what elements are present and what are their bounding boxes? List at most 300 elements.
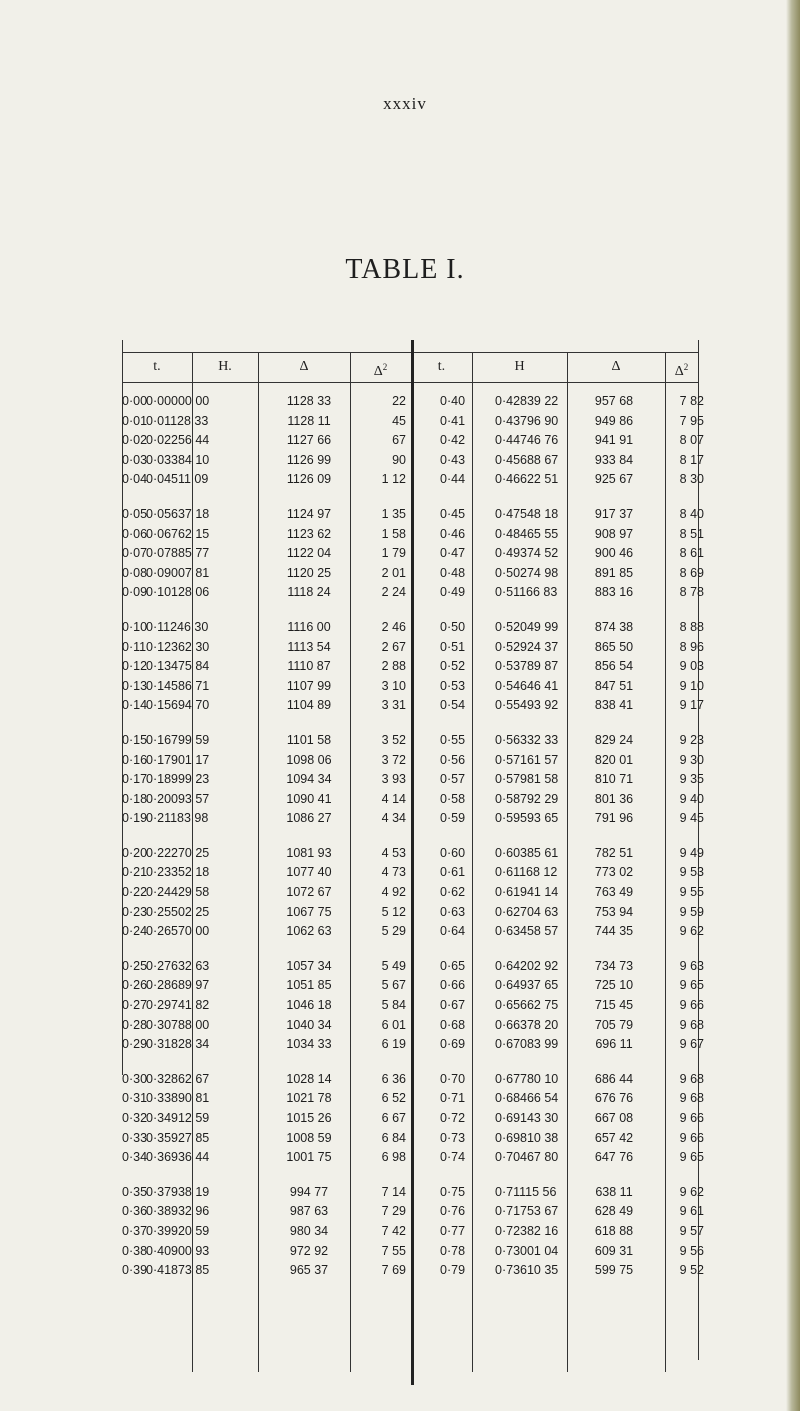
table-cell: 0·26570 00 [146,924,210,939]
table-cell: 9 23 [679,732,704,747]
table-cell: 0·04511 09 [146,472,209,487]
table-cell: 0·54646 41 [495,678,559,693]
table-cell: 0·63 [440,904,466,919]
table-cell: 67 [392,433,406,448]
header-delta: Δ [299,359,309,374]
table-cell: 0·54 [440,698,466,713]
table-cell: 0·71115 56 [495,1184,557,1199]
table-cell: 8 30 [679,472,704,487]
table-cell: 1 79 [381,546,406,561]
table-cell: 9 62 [679,1184,704,1199]
table-cell: 1001 75 [286,1150,332,1165]
table-cell: 0·47 [440,546,466,561]
table-cell: 6 67 [381,1111,406,1125]
table-cell: 0·57981 58 [495,772,559,787]
table-cell: 9 62 [679,924,704,939]
table-cell: 0·03384 10 [146,452,210,467]
header-H-right: H [514,359,525,374]
table-cell: 1008 59 [286,1130,332,1145]
table-cell: 1028 14 [286,1071,332,1086]
table-cell: 715 45 [594,998,634,1013]
table-cell: 0·45688 67 [495,452,559,467]
table-cell: 0·31 [122,1091,148,1106]
table-cell: 9 63 [679,958,704,973]
table-cell: 2 01 [381,565,406,580]
table-cell: 744 35 [594,924,634,939]
table-cell: 957 68 [594,394,634,408]
table-cell: 0·64937 65 [495,978,559,993]
table-cell: 0·59 [440,811,466,826]
table-cell: 0·24 [122,924,148,939]
table-cell: 980 34 [289,1223,329,1238]
row-group [146,392,281,490]
table-cell: 0·09 [122,585,148,600]
column-delta [279,392,339,1296]
table-cell: 941 91 [594,433,634,448]
table-cell: 0·70 [440,1071,466,1086]
table-cell: 0·14586 71 [146,678,210,693]
row-group [279,618,339,716]
table-cell: 0·78 [440,1243,466,1258]
table-cell: 1098 06 [286,752,332,767]
table-cell: 1057 34 [286,958,332,973]
table-cell: 1104 89 [286,698,332,713]
table-cell: 949 86 [594,413,634,428]
row-group [654,957,704,1055]
table-cell: 0·42 [440,433,466,448]
table-cell: 3 72 [381,752,406,767]
table-cell: 0·30 [122,1071,148,1086]
row-group [146,1183,281,1281]
table-cell: 5 84 [381,998,406,1013]
column-delta2 [352,392,406,1296]
table-cell: 987 63 [289,1204,329,1219]
row-group [654,618,704,716]
table-cell: 1 12 [381,472,406,487]
table-cell: 45 [392,413,406,428]
table-cell: 0·17901 17 [146,752,210,767]
table-cell: 0·03 [122,452,148,467]
table-cell: 3 31 [381,698,406,713]
table-cell: 0·22 [122,885,148,900]
header-t: t. [153,359,161,374]
row-group [352,1070,406,1168]
row-group [352,618,406,716]
table-cell: 0·74 [440,1150,466,1165]
table-cell: 8 78 [679,585,704,600]
table-cell: 1124 97 [286,506,332,521]
table-cell: 1128 33 [286,394,332,408]
table-cell: 0·18999 23 [146,772,210,787]
table-cell: 9 61 [679,1204,704,1219]
row-group [495,505,585,603]
table-cell: 8 51 [679,526,704,541]
table-cell: 0·40 [440,394,466,408]
table-cell: 8 07 [679,433,704,448]
table-cell: 5 12 [381,904,406,919]
table-cell: 0·62 [440,885,466,900]
table-cell: 8 17 [679,452,704,467]
row-group [584,392,644,490]
header-H: H. [218,359,232,374]
table-cell: 0·11246 30 [146,619,209,634]
row-group [352,844,406,942]
row-group [279,1183,339,1281]
table-cell: 0·66378 20 [495,1017,559,1032]
table-cell: 0·59593 65 [495,811,559,826]
table-cell: 0·68466 54 [495,1091,559,1106]
table-cell: 908 97 [594,526,634,541]
table-cell: 22 [392,394,406,408]
table-cell: 0·51166 83 [495,585,558,600]
table-cell: 9 68 [679,1017,704,1032]
table-cell: 1110 87 [287,659,331,674]
row-group [440,1070,480,1168]
table-cell: 7 42 [381,1223,406,1238]
table-cell: 0·30788 00 [146,1017,210,1032]
row-group [146,505,281,603]
table-cell: 7 14 [381,1184,406,1199]
table-cell: 2 88 [381,659,406,674]
table-cell: 0·34912 59 [146,1111,210,1125]
table-cell: 0·73 [440,1130,466,1145]
table-cell: 9 66 [679,1130,704,1145]
row-group [495,1070,585,1168]
table-cell: 0·33 [122,1130,148,1145]
table-cell: 0·13 [122,678,148,693]
table-cell: 2 46 [381,619,406,634]
table-cell: 0·57161 57 [495,752,559,767]
table-cell: 1067 75 [286,904,332,919]
table-cell: 1101 58 [286,732,332,747]
table-cell: 763 49 [594,885,634,900]
table-cell: 0·77 [440,1223,466,1238]
table-cell: 0·27632 63 [146,958,210,973]
table-cell: 0·15694 70 [146,698,210,713]
table-cell: 0·69143 30 [495,1111,559,1125]
row-group [279,392,339,490]
table-cell: 9 68 [679,1091,704,1106]
table-cell: 9 56 [679,1243,704,1258]
table-cell: 1118 24 [287,585,331,600]
table-cell: 900 46 [594,546,634,561]
table-cell: 705 79 [594,1017,634,1032]
table-cell: 0·16799 59 [146,732,210,747]
table-cell: 933 84 [594,452,634,467]
table-cell: 9 35 [679,772,704,787]
table-cell: 874 38 [594,619,634,634]
table-cell: 8 69 [679,565,704,580]
table-cell: 791 96 [594,811,634,826]
table-cell: 925 67 [594,472,634,487]
table-cell: 0·52924 37 [495,639,559,654]
row-group [495,618,585,716]
table-cell: 0·23 [122,904,148,919]
table-cell: 0·67 [440,998,466,1013]
table-cell: 0·08 [122,565,148,580]
table-cell: 9 10 [679,678,704,693]
table-cell: 0·45 [440,506,466,521]
table-cell: 0·07885 77 [146,546,210,561]
table-cell: 0·75 [440,1184,466,1199]
table-cell: 0·29741 82 [146,998,210,1013]
table-cell: 0·04 [122,472,148,487]
table-cell: 1127 66 [286,433,332,448]
table-cell: 0·35 [122,1184,148,1199]
row-group [146,957,281,1055]
table-cell: 847 51 [594,678,634,693]
header-delta2: $\Delta^2$ [373,362,388,379]
table-cell: 0·39 [122,1263,148,1278]
table-cell: 0·05 [122,506,148,521]
table-cell: 9 52 [679,1263,704,1278]
table-cell: 9 49 [679,845,704,860]
table-cell: 7 82 [679,394,704,408]
table-cell: 1081 93 [286,845,332,860]
table-cell: 6 19 [381,1037,406,1052]
table-cell: 4 53 [381,845,406,860]
table-cell: 9 45 [679,811,704,826]
table-cell: 9 67 [679,1037,704,1052]
row-group [584,957,644,1055]
table-cell: 0·60385 61 [495,845,559,860]
row-group [279,844,339,942]
row-group [352,957,406,1055]
table-cell: 0·60 [440,845,466,860]
table-cell: 0·36 [122,1204,148,1219]
table-cell: 0·46622 51 [495,472,559,487]
table-cell: 0·25502 25 [146,904,210,919]
table-cell: 9 68 [679,1071,704,1086]
table-cell: 0·32862 67 [146,1071,210,1086]
table-cell: 0·06762 15 [146,526,210,541]
row-group [584,1070,644,1168]
table-cell: 0·67083 99 [495,1037,559,1052]
row-group [654,844,704,942]
table-cell: 9 57 [679,1223,704,1238]
row-group [495,392,585,490]
table-cell: 965 37 [289,1263,329,1278]
table-cell: 2 24 [381,585,406,600]
table-cell: 9 65 [679,978,704,993]
row-group [146,618,281,716]
table-cell: 865 50 [594,639,634,654]
column-delta2-right [654,392,704,1296]
table-cell: 9 65 [679,1150,704,1165]
table-cell: 0·57 [440,772,466,787]
table-cell: 0·01128 33 [146,413,209,428]
table-cell: 0·67780 10 [495,1071,559,1086]
row-group [654,1070,704,1168]
table-cell: 0·53789 87 [495,659,559,674]
column-divider [350,352,351,1372]
table-cell: 1094 34 [286,772,332,787]
table-cell: 0·63458 57 [495,924,559,939]
table-cell: 6 84 [381,1130,406,1145]
table-cell: 9 53 [679,865,704,880]
table-cell: 0·69810 38 [495,1130,559,1145]
row-group [584,1183,644,1281]
table-cell: 0·17 [122,772,148,787]
table-cell: 0·20 [122,845,148,860]
table-cell: 972 92 [289,1243,329,1258]
table-cell: 0·71753 67 [495,1204,559,1219]
row-group [440,392,480,490]
table-cell: 6 36 [381,1071,406,1086]
table-cell: 0·36936 44 [146,1150,210,1165]
row-group [146,731,281,829]
table-cell: 7 95 [679,413,704,428]
table-cell: 0·65 [440,958,466,973]
row-group [146,1070,281,1168]
table-cell: 638 11 [595,1184,633,1199]
table-cell: 0·48 [440,565,466,580]
table-cell: 0·11 [122,639,147,654]
table-cell: 0·69 [440,1037,466,1052]
table-cell: 0·33890 81 [146,1091,210,1106]
header-rule [122,382,698,383]
row-group [279,731,339,829]
table-cell: 599 75 [594,1263,634,1278]
table-cell: 9 59 [679,904,704,919]
table-cell: 0·34 [122,1150,148,1165]
table-cell: 0·18 [122,791,148,806]
table-cell: 0·56332 33 [495,732,559,747]
table-cell: 0·21183 98 [146,811,209,826]
table-cell: 90 [392,452,406,467]
row-group [654,731,704,829]
table-cell: 0·47548 18 [495,506,559,521]
table-cell: 0·71 [440,1091,466,1106]
row-group [352,1183,406,1281]
table-cell: 0·44746 76 [495,433,559,448]
table-cell: 1123 62 [286,526,332,541]
table-cell: 753 94 [594,904,634,919]
table-cell: 0·31828 34 [146,1037,210,1052]
table-cell: 883 16 [594,585,634,600]
row-group [495,1183,585,1281]
row-group [495,844,585,942]
table-cell: 0·00 [122,394,148,408]
table-cell: 3 10 [381,678,406,693]
table-cell: 1113 54 [287,639,331,654]
table-cell: 0·37 [122,1223,148,1238]
row-group [440,1183,480,1281]
table-cell: 0·66 [440,978,466,993]
table-cell: 829 24 [594,732,634,747]
table-cell: 0·02 [122,433,148,448]
table-cell: 5 67 [381,978,406,993]
table-cell: 0·41 [440,413,466,428]
header-t-right: t. [437,359,446,374]
table-cell: 0·64202 92 [495,958,559,973]
table-cell: 917 37 [594,506,634,521]
table-cell: 1086 27 [286,811,332,826]
table-cell: 725 10 [594,978,634,993]
table-cell: 0·12362 30 [146,639,210,654]
row-group [584,844,644,942]
table-cell: 1126 99 [286,452,332,467]
table-cell: 0·37938 19 [146,1184,210,1199]
row-group [654,1183,704,1281]
table-cell: 0·56 [440,752,466,767]
header-delta2-right: $\Delta^2$ [674,362,689,379]
table-cell: 0·40900 93 [146,1243,210,1258]
table-cell: 667 08 [594,1111,634,1125]
table-cell: 5 29 [381,924,406,939]
table-cell: 0·43 [440,452,466,467]
table-cell: 9 17 [679,698,704,713]
table-cell: 4 92 [381,885,406,900]
table-cell: 0·35927 85 [146,1130,210,1145]
row-group [495,731,585,829]
table-cell: 676 76 [594,1091,634,1106]
header-delta-right: Δ [611,359,621,374]
table-cell: 0·22270 25 [146,845,210,860]
row-group [352,731,406,829]
table-cell: 734 73 [594,958,634,973]
row-group [584,618,644,716]
column-delta-right [584,392,644,1296]
table-cell: 0·53 [440,678,466,693]
table-cell: 0·41873 85 [146,1263,210,1278]
table-cell: 0·48465 55 [495,526,559,541]
table-cell: 0·68 [440,1017,466,1032]
table-title: TABLE I. [345,254,465,285]
row-group [440,618,480,716]
row-group [495,957,585,1055]
table-cell: 820 01 [594,752,634,767]
row-group [440,844,480,942]
table-cell: 1015 26 [286,1111,332,1125]
table-cell: 9 30 [679,752,704,767]
row-group [440,957,480,1055]
table-cell: 0·55 [440,732,466,747]
table-cell: 1072 67 [286,885,332,900]
table-cell: 0·52049 99 [495,619,559,634]
table-cell: 0·73001 04 [495,1243,559,1258]
column-H [146,392,281,1296]
row-group [440,731,480,829]
row-group [584,731,644,829]
table-cell: 609 31 [594,1243,634,1258]
table-cell: 8 96 [679,639,704,654]
table-cell: 0·16 [122,752,148,767]
table-cell: 0·26 [122,978,148,993]
table-cell: 1040 34 [286,1017,332,1032]
table-cell: 6 52 [381,1091,406,1106]
column-t-right [440,392,480,1296]
table-cell: 0·14 [122,698,148,713]
table-cell: 994 77 [289,1184,329,1199]
table-cell: 0·50274 98 [495,565,559,580]
row-group [279,505,339,603]
table-cell: 0·49 [440,585,466,600]
table-cell: 0·46 [440,526,466,541]
table-cell: 0·42839 22 [495,394,559,408]
page-edge-shadow [786,0,800,1411]
table-cell: 5 49 [381,958,406,973]
table-cell: 0·00000 00 [146,394,210,408]
table-cell: 0·55493 92 [495,698,559,713]
table-cell: 0·72 [440,1111,466,1125]
row-group [440,505,480,603]
table-cell: 891 85 [594,565,634,580]
table-cell: 0·38 [122,1243,148,1258]
table-cell: 686 44 [594,1071,634,1086]
table-cell: 0·10128 06 [146,585,210,600]
table-cell: 0·58 [440,791,466,806]
